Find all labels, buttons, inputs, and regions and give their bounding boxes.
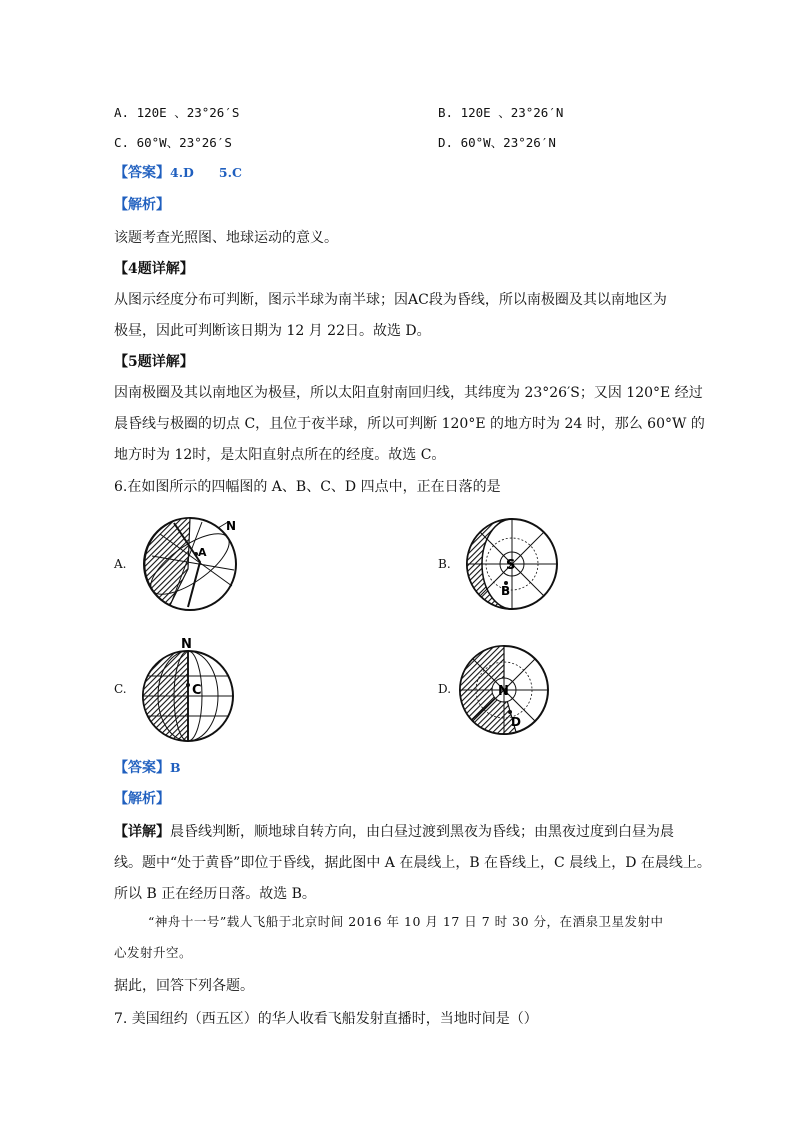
figure-c-label: C. xyxy=(114,682,127,696)
detail-4-line-1: 从图示经度分布可判断，图示半球为南半球；因AC段为昏线，所以南极圈及其以南地区为 xyxy=(114,292,667,308)
figure-b-mark-b: B xyxy=(501,584,511,598)
figure-a-mark-n: N xyxy=(226,519,237,533)
option-a: A. 120E 、23°26′S xyxy=(114,105,240,120)
analysis-6-tag: 【解析】 xyxy=(114,791,170,807)
figure-c-mark-n: N xyxy=(181,637,192,652)
option-c: C. 60°W、23°26′S xyxy=(114,135,232,150)
answer-6-tag: 【答案】 xyxy=(114,760,170,776)
detail-6-line-3: 所以 B 正在经历日落。故选 B。 xyxy=(114,886,316,902)
answer-tag: 【答案】 xyxy=(114,165,170,181)
figure-c-mark-c: C xyxy=(192,683,202,698)
question-6-stem: 6.在如图所示的四幅图的 A、B、C、D 四点中，正在日落的是 xyxy=(114,479,501,495)
material-7-line-2: 心发射升空。 xyxy=(114,945,193,960)
figure-a-globe xyxy=(140,514,250,614)
figure-b-label: B. xyxy=(438,557,451,571)
intro-7: 据此，回答下列各题。 xyxy=(114,978,254,994)
analysis-text: 该题考查光照图、地球运动的意义。 xyxy=(114,230,338,246)
figure-c-globe xyxy=(138,632,238,747)
figure-a-label: A. xyxy=(114,557,127,571)
figure-b-globe xyxy=(462,514,562,614)
detail-6-text-1: 晨昏线判断，顺地球自转方向，由白昼过渡到黑夜为昏线；由黑夜过度到白昼为晨 xyxy=(170,824,674,840)
detail-4-line-2: 极昼，因此可判断该日期为 12 月 22日。故选 D。 xyxy=(114,323,431,339)
detail-4-tag: 【4题详解】 xyxy=(114,261,194,277)
material-7-line-1: “神舟十一号”载人飞船于北京时间 2016 年 10 月 17 日 7 时 30 分，在酒泉卫星发射中 xyxy=(148,914,664,929)
answer-value: 4.D 5.C xyxy=(170,165,242,180)
detail-6-tag: 【详解】 xyxy=(114,824,170,840)
analysis-tag: 【解析】 xyxy=(114,197,170,213)
answer-6-value: B xyxy=(170,760,181,775)
option-b: B. 120E 、23°26′N xyxy=(438,105,564,120)
answer-6 xyxy=(114,758,181,778)
detail-5-line-2: 晨昏线与极圈的切点 C，且位于夜半球，所以可判断 120°E 的地方时为 24 时，那么 60°W 的 xyxy=(114,416,705,432)
figure-d-label: D. xyxy=(438,682,452,696)
figure-d-mark-d: D xyxy=(511,715,521,729)
figure-a-mark-a: A xyxy=(198,546,207,559)
figure-d-mark-n: N xyxy=(498,684,509,699)
detail-6-line-2: 线。题中“处于黄昏”即位于昏线，据此图中 A 在晨线上，B 在昏线上，C 晨线上，D 在晨线上。 xyxy=(114,855,711,871)
detail-6-line-1 xyxy=(114,822,674,842)
detail-5-tag: 【5题详解】 xyxy=(114,354,194,370)
figure-b-mark-s: S xyxy=(506,558,516,573)
figure-d-globe xyxy=(458,642,558,742)
answer-4-5 xyxy=(114,163,242,183)
option-d: D. 60°W、23°26′N xyxy=(438,135,556,150)
detail-5-line-3: 地方时为 12时，是太阳直射点所在的经度。故选 C。 xyxy=(114,447,446,463)
question-7-stem: 7. 美国纽约（西五区）的华人收看飞船发射直播时，当地时间是（） xyxy=(114,1011,538,1027)
detail-5-line-1: 因南极圈及其以南地区为极昼，所以太阳直射南回归线，其纬度为 23°26′S；又因 120°E 经过 xyxy=(114,385,703,401)
